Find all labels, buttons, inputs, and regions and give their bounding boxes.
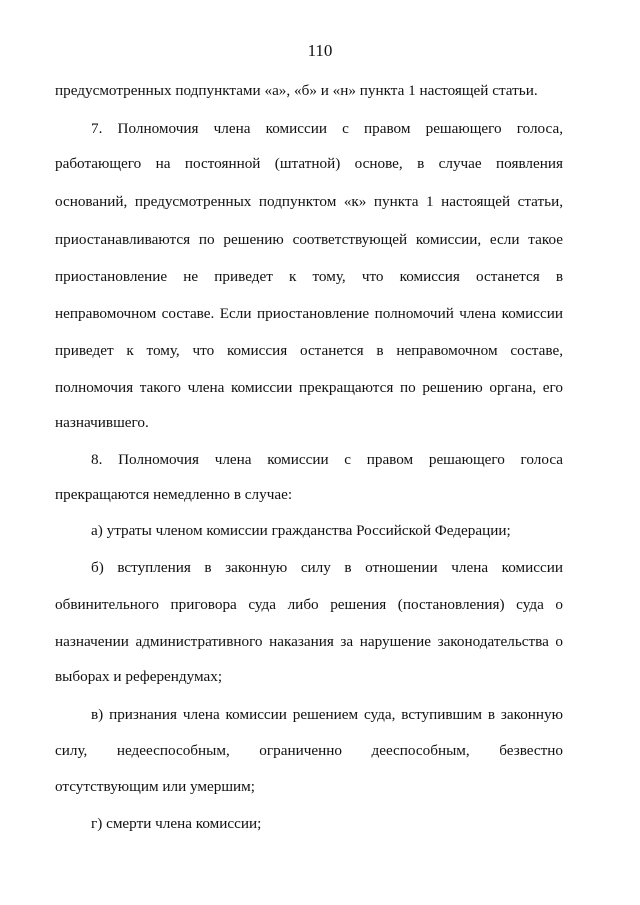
text-line: предусмотренных подпунктами «а», «б» и «н» пункта 1 настоящей статьи. [55, 82, 538, 99]
item-b-start: б) вступления в законную силу в отношении члена комиссии [91, 559, 563, 576]
text-line: прекращаются немедленно в случае: [55, 486, 293, 503]
page-number: 110 [307, 41, 333, 60]
text-line: полномочия такого члена комиссии прекращаются по решению органа, его [55, 379, 563, 396]
text-line: назначении административного наказания за нарушение законодательства о [55, 633, 563, 650]
item-v-start: в) признания члена комиссии решением суда, вступившим в законную [91, 706, 563, 723]
paragraph-8-start: 8. Полномочия члена комиссии с правом решающего голоса [91, 451, 563, 468]
text-line: оснований, предусмотренных подпунктом «к» пункта 1 настоящей статьи, [55, 193, 563, 210]
text-line: выборах и референдумах; [55, 668, 223, 685]
text-line: приведет к тому, что комиссия останется в неправомочном составе, [55, 342, 563, 359]
text-line: обвинительного приговора суда либо решения (постановления) суда о [55, 596, 563, 613]
text-line: отсутствующим или умершим; [55, 778, 255, 795]
item-g: г) смерти члена комиссии; [91, 815, 262, 832]
text-line: приостановление не приведет к тому, что комиссия останется в [55, 268, 563, 285]
text-line: приостанавливаются по решению соответствующей комиссии, если такое [55, 231, 563, 248]
text-line: работающего на постоянной (штатной) основе, в случае появления [55, 155, 563, 172]
item-a: а) утраты членом комиссии гражданства Российской Федерации; [91, 522, 511, 539]
text-line: неправомочном составе. Если приостановление полномочий члена комиссии [55, 305, 563, 322]
paragraph-7-start: 7. Полномочия члена комиссии с правом решающего голоса, [91, 120, 563, 137]
text-line: назначившего. [55, 414, 149, 431]
text-line: силу, недееспособным, ограниченно дееспособным, безвестно [55, 742, 563, 759]
